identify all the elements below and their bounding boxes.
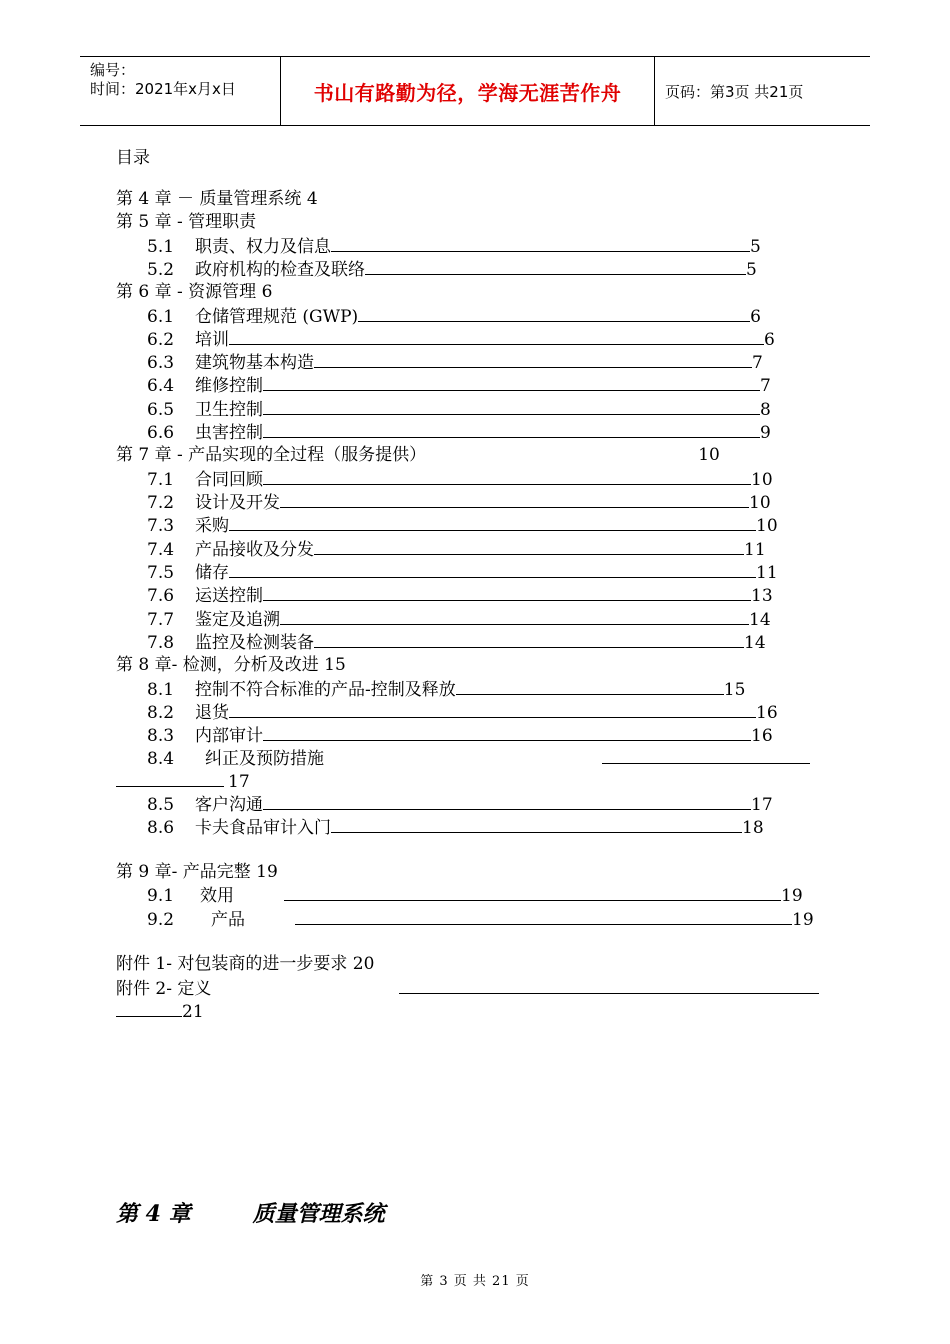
toc-leader [456, 678, 724, 695]
toc-leader [602, 747, 810, 764]
toc-entry-6-6[interactable] [147, 421, 771, 444]
toc-chapter-8[interactable]: 第 8 章- 检测，分析及改进 15 [116, 655, 346, 675]
toc-appendix-2-cont[interactable] [116, 1000, 204, 1023]
toc-leader [229, 328, 764, 345]
toc-chapter-7[interactable] [116, 444, 720, 466]
toc-entry-8-3[interactable] [147, 724, 773, 747]
toc-entry-num: 6.2 [147, 330, 175, 350]
toc-entry-page: 13 [751, 586, 773, 606]
chapter-title: 质量管理系统 [252, 1201, 385, 1227]
toc-leader [314, 351, 752, 368]
toc-leader [229, 701, 756, 718]
toc-chapter-label: 第 7 章 - 产品实现的全过程（服务提供） [116, 445, 427, 465]
toc-entry-label: 卫生控制 [195, 400, 263, 420]
toc-leader [263, 398, 760, 415]
toc-entry-5-2[interactable] [147, 258, 757, 281]
toc-entry-num: 7.5 [147, 563, 175, 583]
toc-chapter-9[interactable]: 第 9 章- 产品完整 19 [116, 862, 278, 882]
toc-entry-page: 10 [756, 516, 778, 536]
toc-entry-6-2[interactable] [147, 328, 775, 351]
toc-appendix-2[interactable] [116, 977, 819, 1000]
toc-leader [280, 608, 749, 625]
toc-entry-num: 9.1 [147, 886, 175, 906]
toc-entry-num: 6.4 [147, 376, 175, 396]
toc-entry-7-6[interactable] [147, 584, 773, 607]
toc-entry-num: 8.5 [147, 795, 175, 815]
toc-entry-8-5[interactable] [147, 793, 773, 816]
toc-entry-label: 产品 [211, 910, 245, 930]
toc-chapter-6[interactable]: 第 6 章 - 资源管理 6 [116, 282, 273, 302]
toc-chapter-4[interactable]: 第 4 章 － 质量管理系统 4 [116, 189, 318, 209]
toc-entry-6-4[interactable] [147, 374, 771, 397]
toc-leader [263, 468, 751, 485]
toc-entry-page: 17 [751, 795, 773, 815]
toc-entry-num: 8.4 [147, 749, 175, 769]
toc-entry-page: 5 [750, 237, 761, 257]
toc-leader [358, 305, 750, 322]
toc-entry-num: 8.2 [147, 703, 175, 723]
toc-entry-num: 8.1 [147, 680, 175, 700]
toc-entry-label: 卡夫食品审计入门 [195, 818, 331, 838]
toc-entry-num: 5.2 [147, 260, 175, 280]
toc-leader [284, 884, 781, 901]
header-page-label: 页码：第3页 共21页 [665, 82, 804, 101]
toc-leader [229, 514, 756, 531]
toc-entry-7-2[interactable] [147, 491, 771, 514]
toc-entry-num: 7.7 [147, 610, 175, 630]
toc-leader [263, 724, 751, 741]
toc-appendix-page: 21 [182, 1002, 204, 1022]
toc-entry-label: 合同回顾 [195, 470, 263, 490]
toc-leader [116, 1000, 182, 1017]
toc-leader [229, 561, 756, 578]
toc-entry-num: 7.4 [147, 540, 175, 560]
toc-leader [331, 235, 750, 252]
toc-entry-page: 5 [746, 260, 757, 280]
toc-entry-8-4[interactable] [147, 747, 810, 770]
toc-entry-6-1[interactable] [147, 305, 761, 328]
toc-leader [280, 491, 749, 508]
toc-leader [263, 374, 760, 391]
toc-entry-label: 采购 [195, 516, 229, 536]
toc-entry-num: 7.3 [147, 516, 175, 536]
toc-entry-8-1[interactable] [147, 678, 745, 701]
toc-entry-page: 15 [723, 680, 746, 700]
toc-entry-label: 设计及开发 [195, 493, 280, 513]
toc-entry-num: 7.6 [147, 586, 175, 606]
toc-entry-num: 6.5 [147, 400, 175, 420]
toc-entry-9-2[interactable] [147, 908, 814, 931]
toc-entry-7-3[interactable] [147, 514, 778, 537]
toc-entry-label: 退货 [195, 703, 229, 723]
toc-leader [263, 793, 751, 810]
toc-entry-7-7[interactable] [147, 608, 771, 631]
toc-entry-page: 14 [744, 633, 766, 653]
toc-entry-label: 虫害控制 [195, 423, 263, 443]
toc-entry-page: 7 [752, 353, 763, 373]
toc-entry-7-4[interactable] [147, 538, 766, 561]
toc-entry-page: 17 [228, 772, 250, 792]
toc-leader [331, 816, 742, 833]
toc-entry-label: 客户沟通 [195, 795, 263, 815]
toc-entry-page: 6 [750, 307, 761, 327]
toc-entry-page: 19 [792, 910, 814, 930]
toc-entry-page: 6 [764, 330, 775, 350]
toc-entry-num: 8.6 [147, 818, 175, 838]
page-header [80, 56, 870, 126]
toc-entry-8-6[interactable] [147, 816, 764, 839]
toc-entry-label: 培训 [195, 330, 229, 350]
toc-entry-num: 8.3 [147, 726, 175, 746]
toc-entry-num: 6.6 [147, 423, 175, 443]
page-footer: 第 3 页 共 21 页 [420, 1274, 530, 1289]
toc-entry-label: 运送控制 [195, 586, 263, 606]
toc-entry-label: 职责、权力及信息 [195, 237, 331, 257]
toc-chapter-page: 10 [698, 445, 720, 465]
toc-entry-label: 鉴定及追溯 [195, 610, 280, 630]
toc-entry-9-1[interactable] [147, 884, 803, 907]
toc-entry-label: 政府机构的检查及联络 [195, 260, 365, 280]
toc-entry-6-5[interactable] [147, 398, 771, 421]
toc-entry-page: 16 [756, 703, 778, 723]
toc-entry-label: 储存 [195, 563, 229, 583]
toc-entry-6-3[interactable] [147, 351, 763, 374]
toc-entry-label: 仓储管理规范 (GWP) [195, 307, 359, 327]
toc-entry-7-1[interactable] [147, 468, 773, 491]
toc-entry-label: 监控及检测装备 [195, 633, 314, 653]
toc-leader [399, 977, 819, 994]
toc-title: 目录 [116, 148, 150, 168]
toc-entry-7-5[interactable] [147, 561, 778, 584]
chapter-heading [116, 1197, 385, 1228]
toc-entry-5-1[interactable] [147, 235, 761, 258]
toc-entry-label: 产品接收及分发 [195, 540, 314, 560]
toc-entry-page: 8 [760, 400, 771, 420]
toc-leader [295, 908, 792, 925]
toc-entry-num: 7.1 [147, 470, 175, 490]
toc-entry-label: 建筑物基本构造 [195, 353, 314, 373]
chapter-number: 第 4 章 [116, 1201, 191, 1227]
toc-entry-label: 维修控制 [195, 376, 263, 396]
toc-entry-num: 6.3 [147, 353, 175, 373]
toc-entry-label: 纠正及预防措施 [205, 749, 324, 769]
toc-entry-num: 7.8 [147, 633, 175, 653]
toc-entry-page: 9 [760, 423, 771, 443]
toc-entry-page: 10 [749, 493, 771, 513]
toc-entry-page: 19 [781, 886, 803, 906]
toc-entry-num: 7.2 [147, 493, 175, 513]
toc-leader [263, 421, 760, 438]
time-label: 时间：2021年x月x日 [90, 80, 236, 98]
serial-label: 编号： [90, 61, 136, 79]
toc-leader [314, 631, 744, 648]
toc-entry-8-4-cont[interactable] [116, 770, 250, 793]
toc-leader [365, 258, 746, 275]
toc-entry-page: 11 [756, 563, 778, 583]
toc-entry-label: 内部审计 [195, 726, 263, 746]
toc-entry-num: 5.1 [147, 237, 175, 257]
toc-leader [263, 584, 751, 601]
toc-entry-num: 9.2 [147, 910, 175, 930]
toc-entry-page: 16 [751, 726, 773, 746]
toc-appendix-label: 附件 2- 定义 [116, 979, 212, 999]
toc-entry-8-2[interactable] [147, 701, 778, 724]
toc-leader [314, 538, 744, 555]
toc-entry-page: 11 [744, 540, 766, 560]
header-motto: 书山有路勤为径，学海无涯苦作舟 [281, 57, 655, 125]
toc-chapter-5[interactable]: 第 5 章 - 管理职责 [116, 212, 257, 232]
toc-leader [116, 770, 224, 787]
toc-entry-7-8[interactable] [147, 631, 766, 654]
toc-appendix-1[interactable]: 附件 1- 对包装商的进一步要求 20 [116, 954, 375, 974]
toc-entry-label: 效用 [200, 886, 234, 906]
toc-entry-page: 14 [749, 610, 771, 630]
toc-entry-label: 控制不符合标准的产品-控制及释放 [195, 680, 456, 700]
toc-entry-page: 18 [742, 818, 764, 838]
toc-entry-page: 10 [751, 470, 773, 490]
header-meta [80, 57, 281, 125]
toc-entry-num: 6.1 [147, 307, 175, 327]
toc-entry-page: 7 [760, 376, 771, 396]
